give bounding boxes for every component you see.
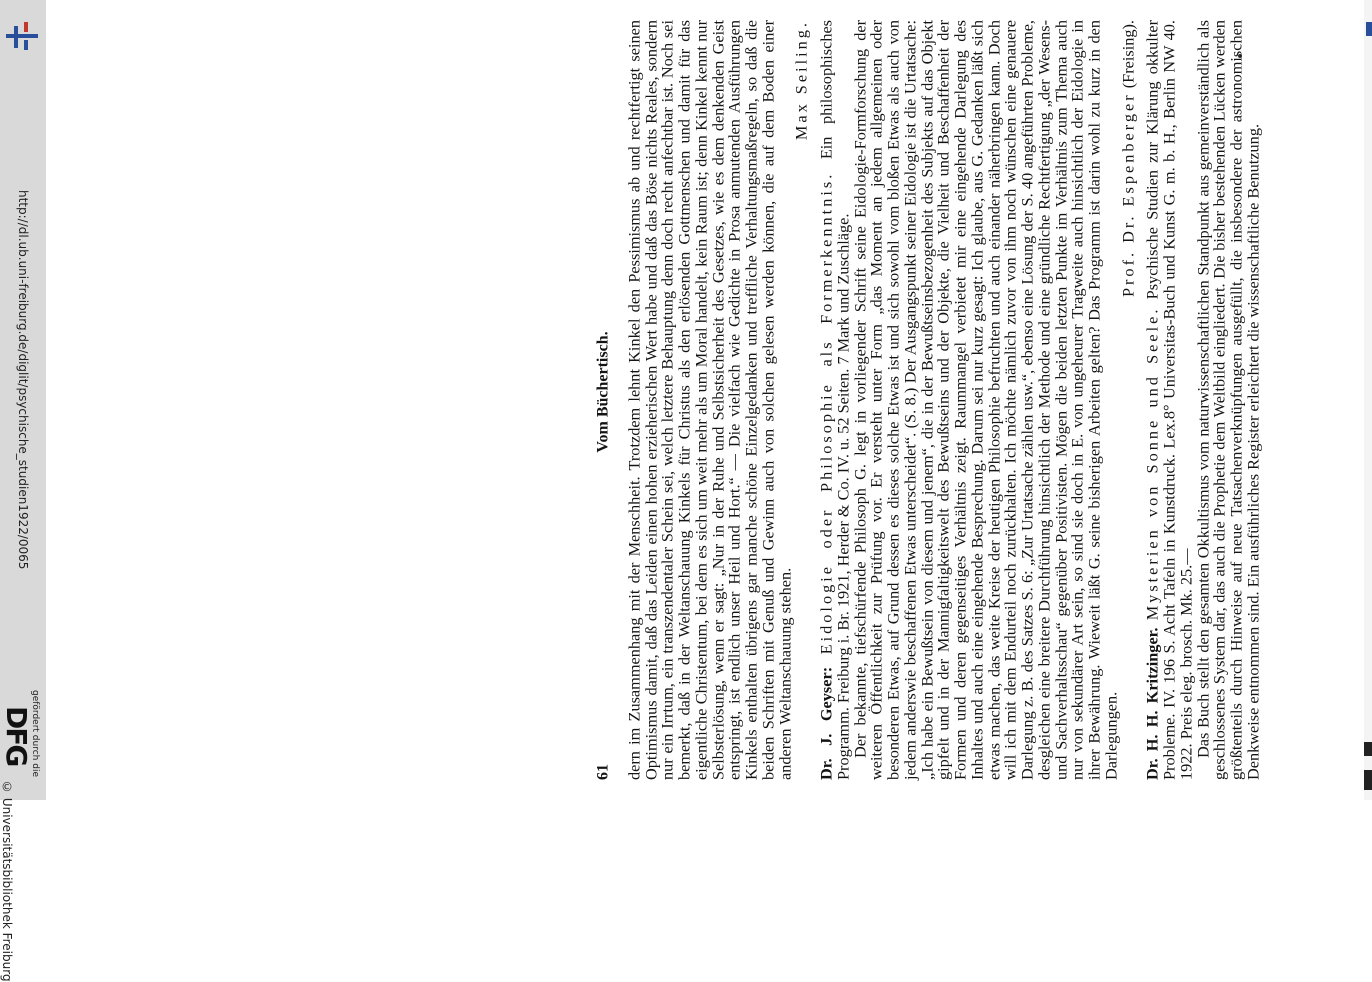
viewer-sidebar: [0, 0, 46, 982]
copyright-notice: © Universitätsbibliothek Freiburg: [0, 780, 14, 982]
dfg-logo-icon: DFG: [0, 706, 33, 766]
edge-mark-dark: [1364, 770, 1372, 790]
review3: [1142, 20, 1263, 780]
edge-mark-dark: [1364, 742, 1372, 756]
review2-body: Der bekannte, tiefschürfende Philosoph G. legt in vorliegender Schrift seine Eidologie-Formforschung der weiteren Öffentlichkeit zur Prüfung vor. Er versteht unter Form „das Moment an jedem allgemeinen oder besonderen Etwas, auf Grund dessen es dieses solche Etwas ist und sich sowohl vom bloßen Etwas als auch von jedem anderswie beschaffenen Etwas unterscheidet“. (S. 8.) Der Ausgangspunkt seiner Eidologie ist die Urtatsache: „Ich habe ein Bewußtsein von diesem und jenem“, die in der Bewußtseinsbezogenheit des Subjekts auf das Objekt gipfelt und in der Mannigfaltigkeitswelt des Bewußtseins und der Objekte, die Vielheit und Beschaffenheit der Formen und deren gegenseitiges Verhältnis zeigt. Raummangel verbietet mir eine eingehende Darlegung des Inhaltes und auch eine eingehende Besprechung. Darum sei nur kurz gesagt: Ich glaube, aus G. Gedanken läßt sich etwas machen, das weite Kreise der heutigen Philosophie befruchten und auch einander näherbringen kann. Doch will ich mit dem Endurteil noch zurückhalten. Ich möchte nämlich zuvor von ihm noch wünschen eine genauere Darlegung z. B. des Satzes S. 6: „Zur Urtatsache zählen usw.“, ebenso eine Lösung der S. 40 angeführten Probleme, desgleichen eine breitere Durchführung hinsichtlich der Methode und eine gründliche Rechtfertigung „der Wesens- und Sachverhaltsschau“ gegenüber Positivisten. Mögen die beiden letzten Punkte im Verhältnis zum Thema auch nur von sekundärer Art sein, so sind sie doch in E. von ungeheurer Tragweite auch hinsichtlich der Eidologie in ihrer Bewährung. Wieweit läßt G. seine bisherigen Arbeiten gelten? Das Programm ist darin wohl zu kurz in den Darlegungen.: [850, 20, 1121, 780]
review1-signature: Max Seiling.: [791, 20, 811, 141]
dfg-caption: gefördert durch die: [30, 690, 40, 777]
scanned-page-viewport: [100, 0, 1372, 800]
review3-body: Das Buch stellt den gesamten Okkultismus vom naturwissenschaftlichen Standpunkt aus gemeinverständlich als geschlossenes System dar, das auch die Prophetie dem Weltbild eingliedert. Die bisher bestehenden Lücken werden größtenteils durch Hinweise auf neue Tatsachenverknüpfungen ausgefüllt, die insbesondere der astronomischen Denkweise entnommen sind. Ein ausführliches Register erleichtert die wissenschaftliche Benutzung.: [1193, 20, 1263, 780]
review3-title: Mysterien von Sonne und Seele.: [1142, 306, 1162, 621]
review2-title: Eidologie oder Philosophie als Formerkenntnis.: [816, 171, 836, 655]
running-title: Vom Büchertisch.: [594, 331, 612, 453]
university-library-logo-icon: [6, 22, 38, 52]
page-number: 61: [594, 764, 612, 780]
review2: [816, 19, 1137, 780]
running-header: [596, 20, 613, 780]
review2-signature: [1120, 20, 1137, 780]
edge-mark-blue: [1366, 22, 1372, 36]
source-url[interactable]: http://dl.ub.uni-freiburg.de/diglit/psychische_studien1922/0065: [16, 190, 30, 570]
review2-signature-name: Prof. Dr. Espenberger: [1118, 92, 1137, 298]
scanned-page: [130, 0, 1300, 800]
review3-author: Dr. H. H. Kritzinger.: [1142, 627, 1162, 780]
review2-author: Dr. J. Geyser:: [816, 666, 836, 780]
review3-details: Psychische Studien zur Klärung okkulter Probleme. IV. 196 S. Acht Tafeln in Kunstdruck. Lex.8° Universitas-Buch und Kunst G. m. b. H., Berlin NW 40. 1922. Preis eleg. brosch. Mk. 25.—: [1142, 20, 1196, 780]
page-content: [596, 20, 1263, 780]
review2-signature-place: (Freising).: [1118, 20, 1137, 89]
right-edge-strip: [1364, 0, 1372, 800]
review1-body: dern im Zusammenhang mit der Menschheit. Trotzdem lehnt Kinkel den Pessimismus ab und rechtfertigt seinen Optimismus damit, daß das Leiden einen hohen erzieherischen Wert habe und daß das Böse nichts Reales, sondern nur ein Irrtum, ein transzendentaler Schein sei, welch letztere Behauptung denn doch recht anfechtbar ist. Noch sei bemerkt, daß in der Weltanschauung Kinkels für Christus als den erlösenden Gottmenschen und damit für das eigentliche Christentum, bei dem es sich um weit mehr als um Moral handelt, kein Raum ist; denn Kinkel kennt nur Selbsterlösung, wenn er sagt: „Nur in der Ruhe und Selbstsicherheit des Gesetzes, wie es dem denkenden Geist entspringt, ist endlich unser Heil und Hort.“ — Die vielfach wie Gedichte in Prosa anmutenden Ausführungen Kinkels enthalten übrigens gar manche schöne Einzelgedanken und treffliche Verhaltungsmaßregeln, so daß die beiden Schriften mit Genuß und Gewinn auch von solchen gelesen werden können, die auf dem Boden einer anderen Weltanschauung stehen.: [624, 20, 794, 780]
review2-details: Ein philosophisches Programm. Freiburg i. Br. 1921, Herder & Co. IV. u. 52 Seiten. 7 Mark und Zuschläge.: [816, 19, 853, 780]
